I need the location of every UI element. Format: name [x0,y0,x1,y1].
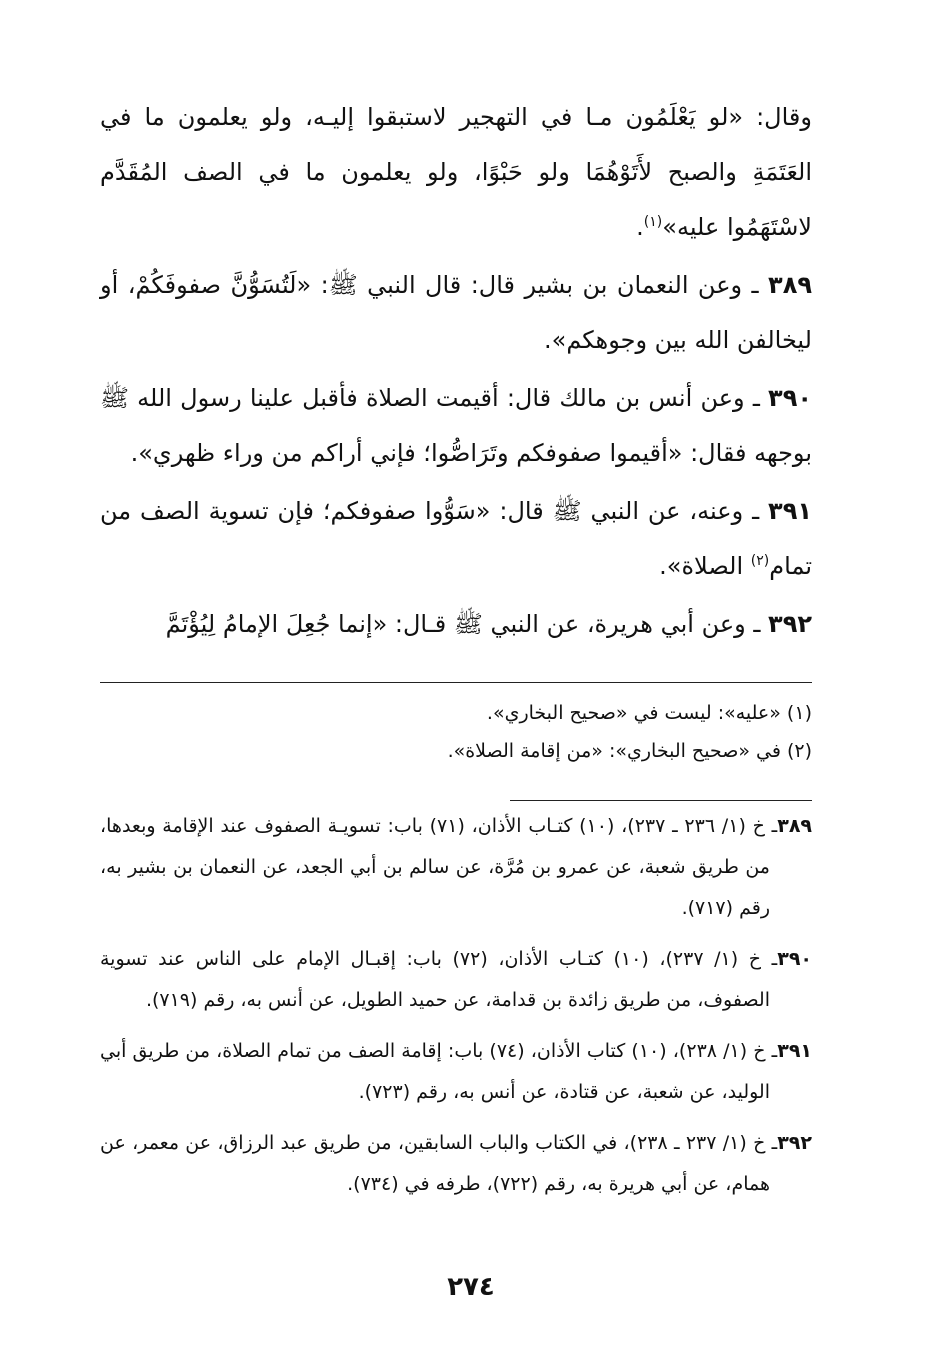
reference-389 [100,806,812,929]
footnotes [100,694,812,770]
hadith-text-end: الصلاة». [659,552,751,580]
hadith-390 [100,371,812,481]
reference-392 [100,1123,812,1205]
hadith-392 [100,597,812,652]
footnote-1: (١) «عليه»: ليست في «صحيح البخاري». [486,702,812,724]
references [100,806,812,1215]
hadith-text: ـ وعن أنس بن مالك قال: أقيمت الصلاة فأقبل علينا رسول الله ﷺ بوجهه فقال: «أقيموا صفوفكم وتَرَاصُّوا؛ فإني أراكم من وراء ظهري». [100,384,812,467]
hadith-text: ـ وعن أبي هريرة، عن النبي ﷺ قـال: «إنما جُعِلَ الإمامُ لِيُؤْتَمَّ [165,610,761,638]
hadith-number: ٣٨٩ [768,271,812,299]
reference-number: ٣٨٩ [777,815,813,837]
paragraph-text: وقال: «لو يَعْلَمُون مـا في التهجير لاستبقوا إليـه، ولو يعلمون ما في العَتَمَةِ والصبح لأَتَوْهُمَا ولو حَبْوًا، ولو يعلمون ما في الصف المُقَدَّم لاسْتَهَمُوا عليه» [100,103,812,241]
main-text [100,90,812,655]
hadith-number: ٣٩٢ [768,610,812,638]
reference-text: ـ خ (١/ ٢٣٦ ـ ٢٣٧)، (١٠) كتـاب الأذان، (٧١) باب: تسويـة الصفوف عند الإقامة وبعدها، من طريق شعبة، عن عمرو بن مُرَّة، عن سالم بن أبي الجعد، عن النعمان بن بشير به، رقم (٧١٧). [100,815,778,919]
paragraph-intro [100,90,812,255]
footnote-marker: (١) [643,214,663,230]
reference-number: ٣٩٢ [777,1132,812,1154]
page-number: ٢٧٤ [447,1272,495,1302]
reference-number: ٣٩٠ [777,948,813,970]
reference-text: ـ خ (١/ ٢٣٧)، (١٠) كتـاب الأذان، (٧٢) باب: إقبـال الإمام على الناس عند تسوية الصفوف، من طريق زائدة بن قدامة، عن حميد الطويل، عن أنس به، رقم (٧١٩). [100,948,778,1011]
hadith-number: ٣٩١ [768,497,812,525]
hadith-number: ٣٩٠ [768,384,812,412]
hadith-text: ـ وعن النعمان بن بشير قال: قال النبي ﷺ: «لَتُسَوُّنَّ صفوفَكُمْ، أو ليخالفن الله بين وجوهكم». [100,271,812,354]
references-separator [510,800,812,801]
hadith-391 [100,484,812,594]
paragraph-end: . [636,213,644,241]
reference-390 [100,939,812,1021]
footnote-2: (٢) في «صحيح البخاري»: «من إقامة الصلاة». [447,740,812,762]
footnote-marker: (٢) [750,553,770,569]
reference-text: ـ خ (١/ ٢٣٨)، (١٠) كتاب الأذان، (٧٤) باب: إقامة الصف من تمام الصلاة، من طريق أبي الوليد، عن شعبة، عن قتادة، عن أنس به، رقم (٧٢٣). [100,1040,778,1103]
reference-text: ـ خ (١/ ٢٣٧ ـ ٢٣٨)، في الكتاب والباب السابقين، من طريق عبد الرزاق، عن معمر، عن همام، عن أبي هريرة به، رقم (٧٢٢)، طرفه في (٧٣٤). [100,1132,778,1195]
hadith-389 [100,258,812,368]
reference-391 [100,1031,812,1113]
reference-number: ٣٩١ [777,1040,813,1062]
hadith-text: ـ وعنه، عن النبي ﷺ قال: «سَوُّوا صفوفكم؛ فإن تسوية الصف من تمام [100,497,812,580]
footnote-separator [100,682,812,683]
